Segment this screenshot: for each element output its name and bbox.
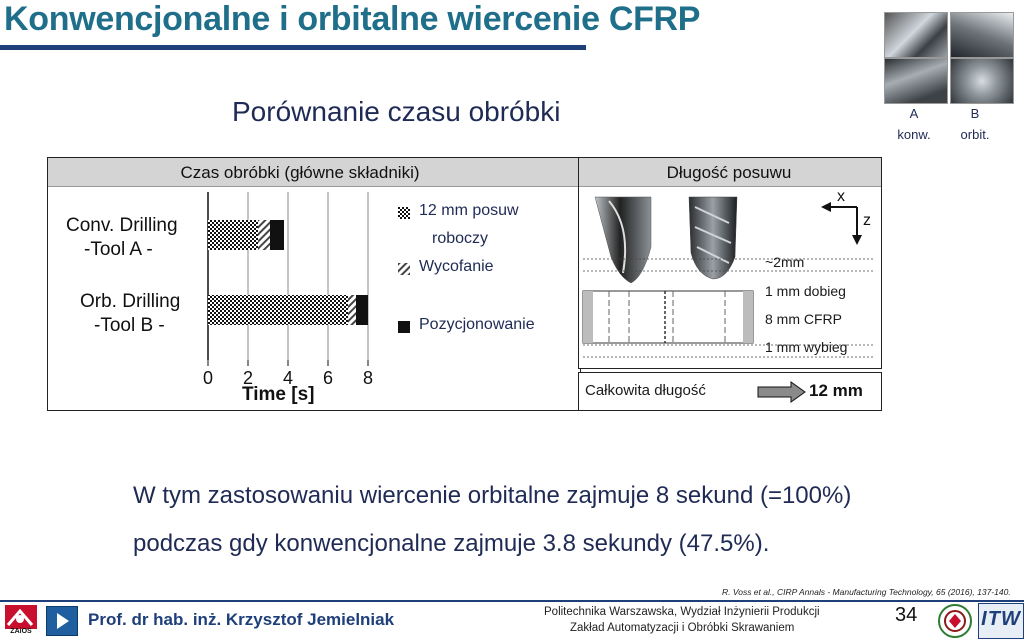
tick-label-4: 4 [282,368,294,388]
play-icon [47,607,77,635]
legend-feed-label: 12 mm posuw [419,202,519,219]
title-underline [0,45,586,50]
footer-rule [0,600,1024,602]
axis-x-label: x [837,188,845,205]
legend-positioning-label: Pozycjonowanie [419,316,535,333]
time-chart-header: Czas obróbki (główne składniki) [180,163,420,182]
thumb-b-caption: orbit. [960,127,990,142]
statement-line-1: W tym zastosowaniu wiercenie orbitalne zajmuje 8 sekund (=100%) [133,482,852,509]
tick-label-8: 8 [362,368,374,388]
length-entry-label: 1 mm dobieg [765,283,846,299]
length-exit-label: 1 mm wybieg [765,339,848,355]
footer-institution-2: Zakład Automatyzacji i Obróbki Skrawaniem [570,622,795,634]
bar-tool-a-segment-1 [258,220,270,250]
axis-z-label: z [863,212,871,229]
length-approach-label: ~2mm [765,254,805,270]
tool-b-label-line2: -Tool B - [94,315,165,336]
zaios-logo [2,603,40,637]
drill-photo-b-top [950,12,1014,58]
university-seal-icon [936,603,974,639]
legend-hatch-swatch [398,263,410,275]
bar-tool-a-segment-2 [270,220,284,250]
legend-dots-swatch [398,207,410,219]
total-length-panel [578,372,882,411]
tool-a-label-line1: Conv. Drilling [66,215,178,236]
drill-photo-a-top [884,12,948,58]
slide-title: Konwencjonalne i orbitalne wiercenie CFRP [4,0,701,38]
zaios-logo-text: ZAiOS [10,628,32,635]
tool-b-label-line1: Orb. Drilling [80,291,181,312]
tick-label-0: 0 [202,368,214,388]
thumb-a-caption: konw. [897,127,931,142]
feed-length-panel [578,157,882,369]
legend-feed-label-2: roboczy [432,230,489,247]
footer-author: Prof. dr hab. inż. Krzysztof Jemielniak [88,610,395,629]
drill-photo-a-bottom [884,58,948,104]
bar-tool-b-segment-2 [356,295,368,325]
tick-label-6: 6 [322,368,334,388]
bar-tool-b-segment-1 [348,295,356,325]
tool-a-label-line2: -Tool A - [84,239,153,260]
feed-length-header: Długość posuwu [666,163,792,182]
total-length-arrow [757,381,807,403]
legend-solid-swatch [398,321,410,333]
play-button[interactable] [46,606,78,636]
time-chart-panel [47,157,581,411]
time-bar-chart [188,190,408,410]
statement-line-2: podczas gdy konwencjonalne zajmuje 3.8 sekundy (47.5%). [133,530,770,557]
legend-retract-label: Wycofanie [419,258,494,275]
bar-tool-a-segment-0 [208,220,258,250]
tick-label-2: 2 [242,368,254,388]
bar-tool-b-segment-0 [208,295,348,325]
length-cfrp-label: 8 mm CFRP [765,311,842,327]
slide-subtitle: Porównanie czasu obróbki [232,96,561,127]
page-number: 34 [895,604,918,626]
itw-logo-text: ITW [981,608,1021,630]
x-axis-label: Time [s] [242,384,315,405]
citation: R. Voss et al., CIRP Annals - Manufacturing Technology, 65 (2016), 137-140. [722,587,1011,597]
total-length-label: Całkowita długość [585,382,706,399]
thumb-b-letter: B [970,106,980,121]
drill-photo-b-bottom [950,58,1014,104]
itw-logo [978,603,1024,639]
total-length-value: 12 mm [809,381,863,400]
footer-institution-1: Politechnika Warszawska, Wydział Inżynierii Produkcji [544,606,820,618]
thumb-a-letter: A [909,106,919,121]
